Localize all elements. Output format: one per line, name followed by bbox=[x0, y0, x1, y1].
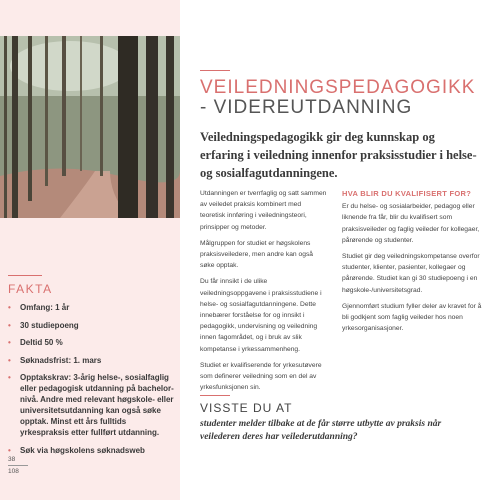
bullet-icon: • bbox=[8, 320, 11, 330]
body-paragraph: Gjennomført studium fyller deler av kravet for å bli godkjent som faglig veileder hos noen yrkesorganisasjoner. bbox=[342, 302, 482, 333]
body-paragraph: Studiet gir deg veiledningskompetanse overfor studenter, klienter, pasienter, kollegaer og pårørende. Studiet kan gi 30 studiepoeng i en høgskole-/universitetsgrad. bbox=[342, 253, 480, 294]
qualification-heading: HVA BLIR DU KVALIFISERT FOR? bbox=[342, 189, 472, 198]
body-paragraph: Du får innsikt i de ulike veiledningsoppgavene i praksisstudiene i helse- og sosialfagutdanningene. Dette innebærer forståelse for og innsikt i pedagogikk, undervisning og veiledning innen fagområdet, og i bruk av slik kompetanse i yrkessammenheng. bbox=[200, 278, 322, 353]
body-paragraph: Er du helse- og sosialarbeider, pedagog eller liknende fra får, blir du kvalifisert som praksisveileder og faglig veileder for kollegaer, pårørende og studenter. bbox=[342, 203, 480, 244]
fakta-heading: FAKTA bbox=[8, 282, 53, 296]
bullet-icon: • bbox=[8, 355, 11, 365]
left-sidebar bbox=[0, 0, 180, 500]
body-paragraph: Målgruppen for studiet er høgskolens praksisveiledere, men andre kan også søke opptak. bbox=[200, 239, 314, 270]
fakta-item: • Omfang: 1 år bbox=[8, 303, 70, 312]
lead-paragraph: Veiledningspedagogikk gir deg kunnskap og erfaring i veiledning innenfor praksisstudier i helse- og sosialfagutdanningene. bbox=[200, 130, 477, 180]
body-paragraph: Studiet er kvalifiserende for yrkesutøvere som definerer veiledning som en del av yrkesfunksjonen sin. bbox=[200, 361, 322, 392]
page-number-bottom: 108 bbox=[8, 468, 19, 475]
page-title: VEILEDNINGSPEDAGOGIKK bbox=[200, 77, 476, 98]
page-subtitle: - VIDEREUTDANNING bbox=[200, 97, 413, 118]
visste-heading: VISSTE DU AT bbox=[200, 401, 293, 415]
fakta-item: • Søknadsfrist: 1. mars bbox=[8, 355, 102, 365]
body-column-left bbox=[200, 188, 328, 398]
body-paragraph: Utdanningen er tverrfaglig og satt sammen av veiledet praksis kombinert med teoretisk innføring i veiledningsteori, prinsipper og metoder. bbox=[200, 190, 327, 231]
bullet-icon: • bbox=[8, 445, 11, 455]
bullet-icon: • bbox=[8, 303, 11, 312]
fakta-divider bbox=[8, 275, 42, 276]
visste-text: studenter melder tilbake at de får større utbytte av praksis når veilederen deres har veilederutdanning? bbox=[200, 419, 442, 442]
bullet-icon: • bbox=[8, 338, 11, 347]
forest-illustration bbox=[0, 36, 180, 218]
bullet-icon: • bbox=[8, 373, 11, 382]
title-divider bbox=[200, 70, 230, 71]
fakta-item: • Søk via høgskolens søknadsweb bbox=[8, 445, 145, 455]
visste-divider bbox=[200, 395, 230, 396]
body-column-right bbox=[342, 188, 482, 339]
fakta-item: • 30 studiepoeng bbox=[8, 320, 79, 330]
forest-photo bbox=[0, 36, 180, 218]
page-number-top: 38 bbox=[8, 456, 16, 463]
fakta-list bbox=[8, 302, 176, 462]
fakta-item: • Deltid 50 % bbox=[8, 338, 63, 347]
fakta-item: • Opptakskrav: 3-årig helse-, sosialfaglig eller pedagogisk utdanning på bachelor-nivå. Andre med relevant høgskole- eller universitetsutdanning kan også søke opptak. Minst ett års fulltids yrkespraksis etter fullført utdanning. bbox=[8, 373, 174, 437]
page-number-divider bbox=[8, 465, 28, 466]
